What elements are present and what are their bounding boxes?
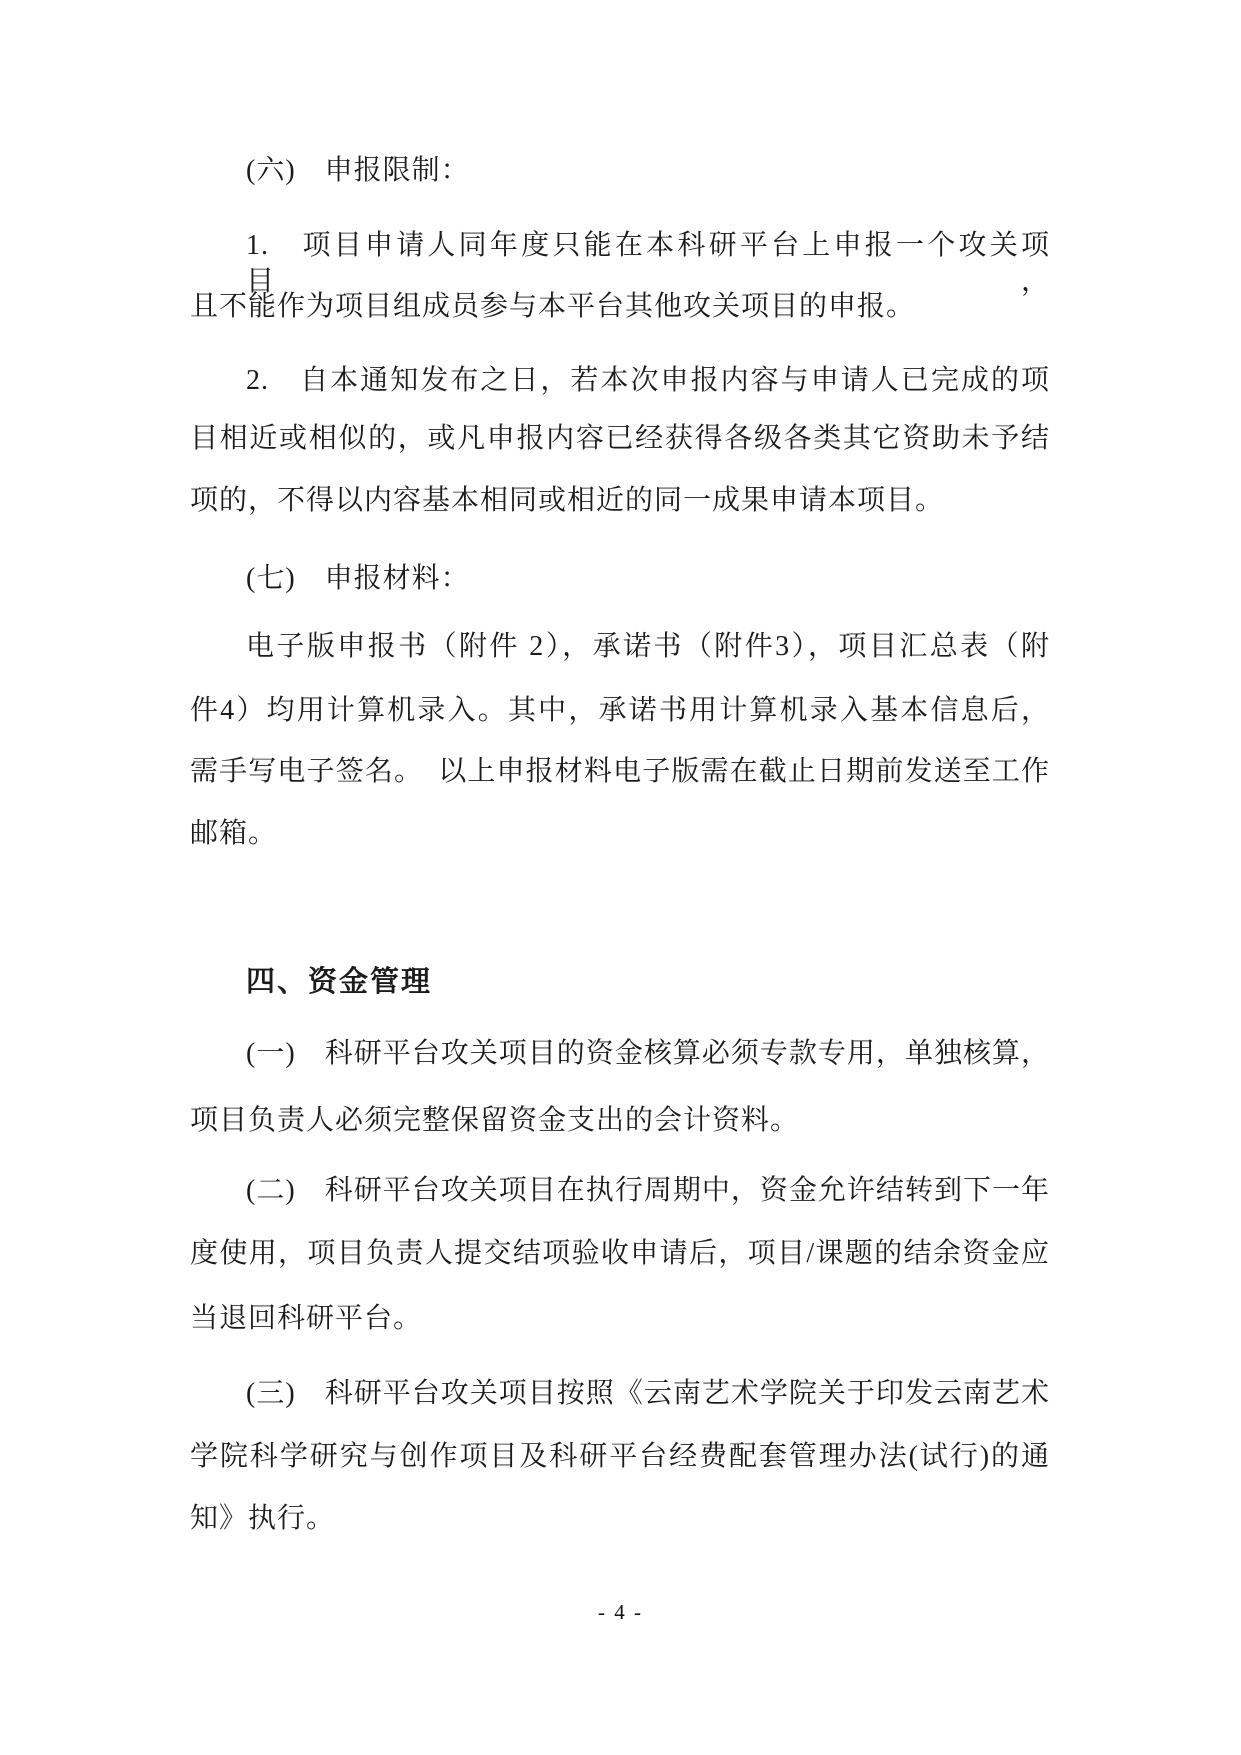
paragraph-line: 邮箱。: [190, 818, 278, 849]
paragraph-line: 件4）均用计算机录入。其中，承诺书用计算机录入基本信息后，: [190, 695, 1050, 726]
paragraph-line: (三) 科研平台攻关项目按照《云南艺术学院关于印发云南艺术: [246, 1378, 1050, 1409]
list-heading-7: (七) 申报材料：: [246, 563, 470, 594]
paragraph-line: 项目负责人必须完整保留资金支出的会计资料。: [190, 1105, 800, 1136]
paragraph-line: 学院科学研究与创作项目及科研平台经费配套管理办法(试行)的通: [190, 1441, 1050, 1472]
page-number: - 4 -: [598, 1600, 643, 1624]
paragraph-line: 度使用，项目负责人提交结项验收申请后，项目/课题的结余资金应: [190, 1238, 1050, 1269]
paragraph-line: 项的，不得以内容基本相同或相近的同一成果申请本项目。: [190, 485, 945, 516]
paragraph-line: 当退回科研平台。: [190, 1303, 423, 1334]
paragraph-line: 1. 项目申请人同年度只能在本科研平台上申报一个攻关项目，: [246, 230, 1050, 297]
list-heading-6: (六) 申报限制：: [246, 155, 470, 186]
paragraph-line: (二) 科研平台攻关项目在执行周期中，资金允许结转到下一年: [246, 1175, 1050, 1206]
section-heading-fund-management: 四、资金管理: [246, 966, 433, 998]
paragraph-line: 且不能作为项目组成员参与本平台其他攻关项目的申报。: [190, 291, 916, 322]
paragraph-line: 目相近或相似的，或凡申报内容已经获得各级各类其它资助未予结: [190, 423, 1050, 454]
paragraph-line: 知》执行。: [190, 1503, 336, 1534]
paragraph-line: (一) 科研平台攻关项目的资金核算必须专款专用，单独核算，: [246, 1038, 1050, 1069]
paragraph-line: 电子版申报书（附件 2），承诺书（附件3），项目汇总表（附: [246, 631, 1050, 662]
paragraph-line: 2. 自本通知发布之日，若本次申报内容与申请人已完成的项: [246, 365, 1050, 396]
paragraph-line: 需手写电子签名。 以上申报材料电子版需在截止日期前发送至工作: [190, 756, 1050, 787]
